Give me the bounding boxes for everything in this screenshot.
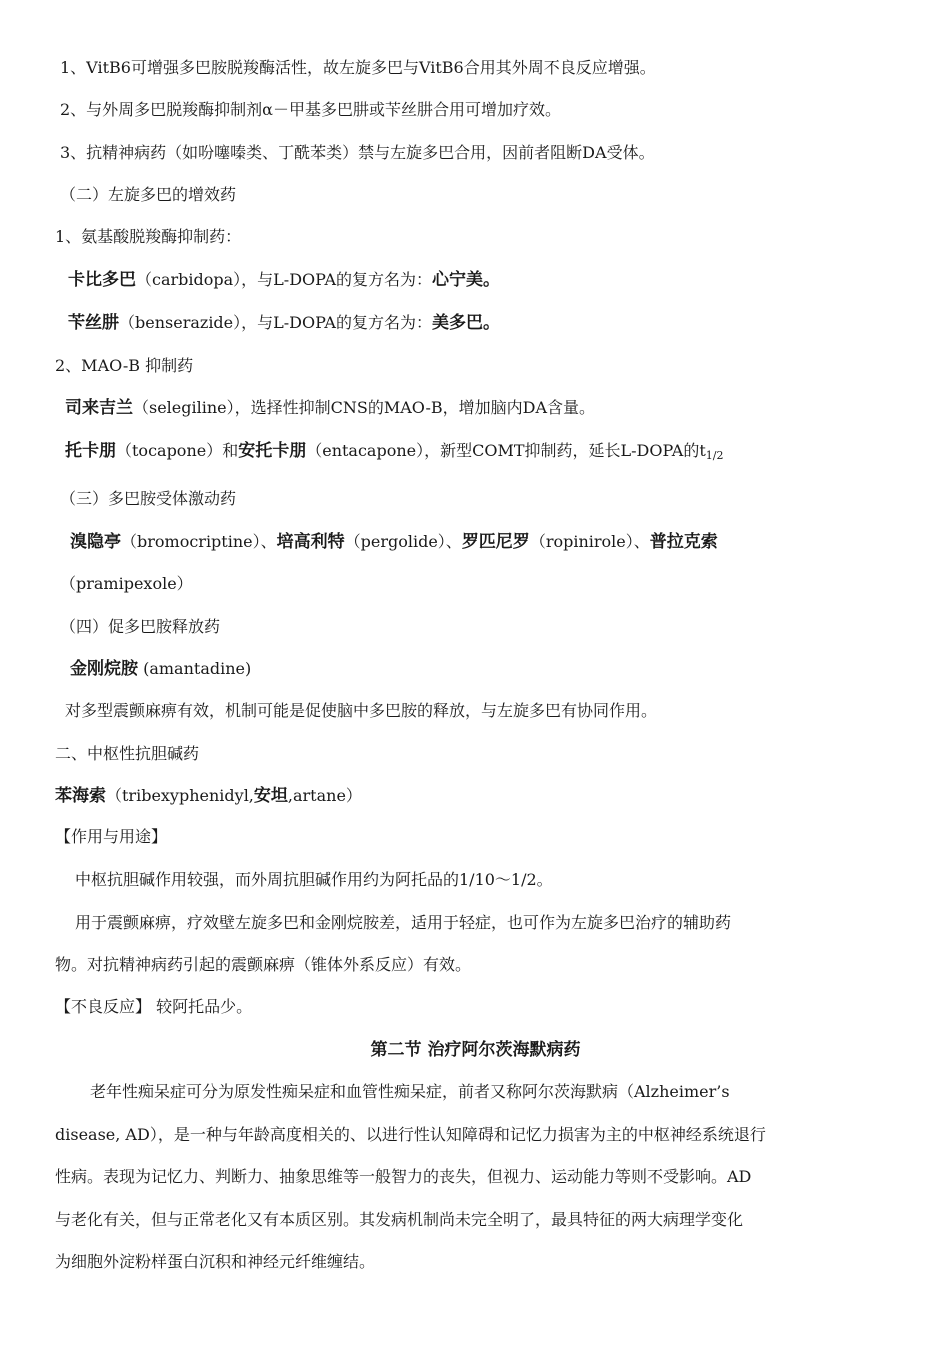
drug-desc: （pergolide）、 <box>344 532 462 551</box>
drug-line-carbidopa <box>0 269 951 291</box>
drug-desc: ,artane） <box>287 786 362 805</box>
drug-name: 溴隐亭 <box>70 532 121 552</box>
section-heading: 二、中枢性抗胆碱药 <box>55 744 200 763</box>
text-line: 2、MAO-B 抑制药 <box>55 356 194 375</box>
drug-name: 苯海索 <box>55 786 106 806</box>
drug-name: 罗匹尼罗 <box>461 532 530 552</box>
drug-desc: （bromocriptine）、 <box>121 532 277 551</box>
drug-name: 安坦 <box>253 786 288 806</box>
compound-name: 心宁美。 <box>432 270 500 290</box>
drug-line-amantadine <box>0 658 951 680</box>
drug-name: 苄丝肼 <box>68 313 119 333</box>
section-heading: （四）促多巴胺释放药 <box>60 617 221 636</box>
text-line: 物。对抗精神病药引起的震颤麻痹（锥体外系反应）有效。 <box>55 955 472 974</box>
drug-desc: （carbidopa），与L-DOPA的复方名为： <box>136 270 432 289</box>
text-line: 用于震颤麻痹，疗效壁左旋多巴和金刚烷胺差，适用于轻症，也可作为左旋多巴治疗的辅助药 <box>75 913 732 932</box>
text-line: 对多型震颤麻痹有效，机制可能是促使脑中多巴胺的释放，与左旋多巴有协同作用。 <box>65 701 658 720</box>
text-line: 与老化有关，但与正常老化又有本质区别。其发病机制尚未完全明了，最具特征的两大病理学变化 <box>55 1210 744 1229</box>
text-line: 2、与外周多巴脱羧酶抑制剂α－甲基多巴肼或苄丝肼合用可增加疗效。 <box>60 100 561 119</box>
text-line: 1、氨基酸脱羧酶抑制药： <box>55 227 242 246</box>
section-heading: （三）多巴胺受体激动药 <box>60 489 237 508</box>
chapter-heading: 第二节 治疗阿尔茨海默病药 <box>370 1040 581 1060</box>
drug-desc: （tocapone）和 <box>116 441 239 460</box>
text-line: （pramipexole） <box>60 574 193 593</box>
text-line: 3、抗精神病药（如吩噻嗪类、丁酰苯类）禁与左旋多巴合用，因前者阻断DA受体。 <box>60 143 655 162</box>
subscript: 1/2 <box>705 449 724 462</box>
section-heading: （二）左旋多巴的增效药 <box>60 185 237 204</box>
subsection-heading: 【不良反应】 较阿托品少。 <box>55 997 253 1016</box>
drug-name: 安托卡朋 <box>238 441 307 461</box>
drug-line-benserazide <box>0 312 951 334</box>
drug-desc: (amantadine) <box>138 659 252 678</box>
text-line: 性病。表现为记忆力、判断力、抽象思维等一般智力的丧失，但视力、运动能力等则不受影响。AD <box>55 1167 752 1186</box>
text-line: 中枢抗胆碱作用较强，而外周抗胆碱作用约为阿托品的1/10～1/2。 <box>75 870 553 889</box>
drug-desc: （benserazide），与L-DOPA的复方名为： <box>119 313 432 332</box>
drug-line-agonists <box>0 531 951 553</box>
subsection-heading: 【作用与用途】 <box>55 827 168 846</box>
text-line: 老年性痴呆症可分为原发性痴呆症和血管性痴呆症，前者又称阿尔茨海默病（Alzheimer’s <box>90 1082 730 1101</box>
drug-desc: （selegiline），选择性抑制CNS的MAO-B，增加脑内DA含量。 <box>133 398 596 417</box>
drug-desc: （ropinirole）、 <box>529 532 650 551</box>
drug-name: 金刚烷胺 <box>70 659 138 679</box>
drug-line-comt <box>0 440 951 467</box>
drug-desc: （tribexyphenidyl, <box>106 786 254 805</box>
drug-name: 司来吉兰 <box>65 398 133 418</box>
drug-name: 培高利特 <box>276 532 345 552</box>
drug-name: 卡比多巴 <box>68 270 136 290</box>
compound-name: 美多巴。 <box>431 313 500 333</box>
text-line: disease, AD），是一种与年龄高度相关的、以进行性认知障碍和记忆力损害为主的中枢神经系统退行 <box>55 1125 766 1144</box>
text-line: 1、VitB6可增强多巴胺脱羧酶活性，故左旋多巴与VitB6合用其外周不良反应增强。 <box>60 58 656 77</box>
text-line: 为细胞外淀粉样蛋白沉积和神经元纤维缠结。 <box>55 1252 376 1271</box>
drug-line-trihexyphenidyl <box>0 785 951 807</box>
drug-desc: （entacapone），新型COMT抑制药，延长L-DOPA的t <box>306 441 706 460</box>
drug-name: 托卡朋 <box>65 441 116 461</box>
drug-name: 普拉克索 <box>649 532 718 552</box>
drug-line-selegiline <box>0 397 951 419</box>
